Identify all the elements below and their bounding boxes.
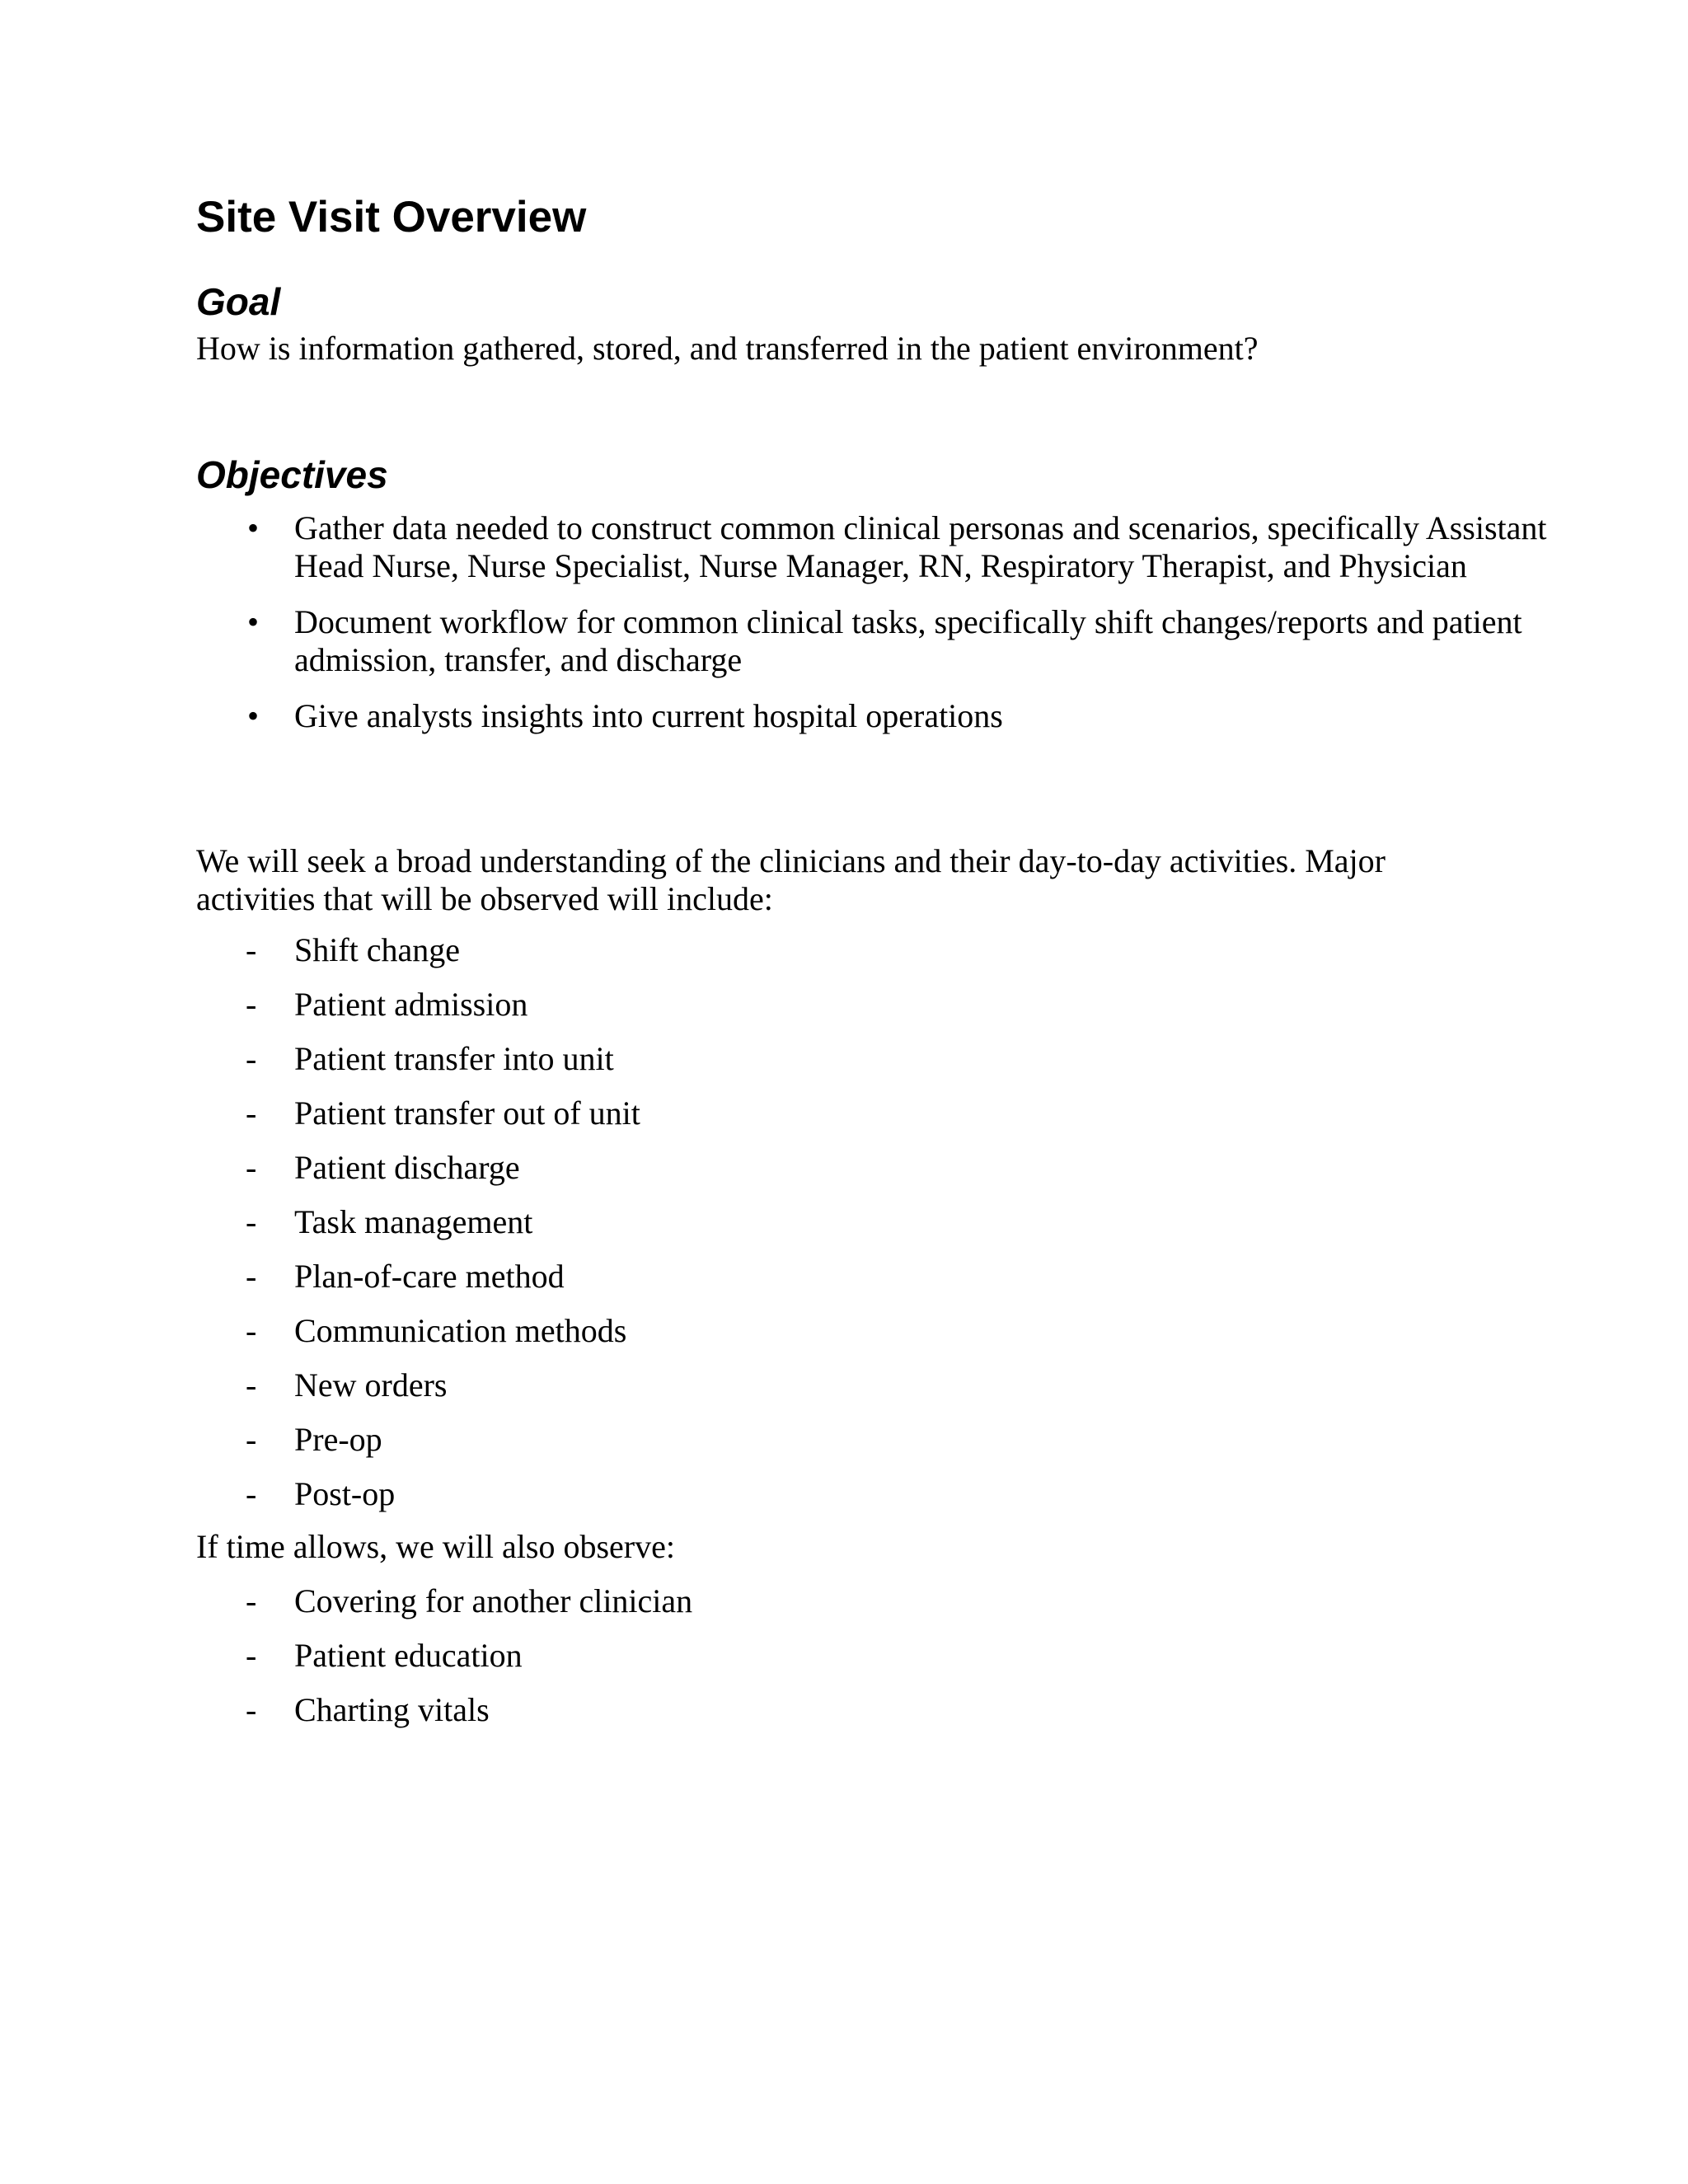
activity-text: Patient transfer out of unit: [294, 1094, 640, 1132]
bullet-icon: •: [247, 509, 260, 546]
goal-heading: Goal: [196, 280, 281, 323]
list-item: [196, 1582, 692, 1637]
optional-intro: If time allows, we will also observe:: [196, 1528, 675, 1565]
dash-marker: -: [246, 1582, 257, 1619]
list-item: [196, 931, 640, 986]
goal-text: How is information gathered, stored, and transferred in the patient environment?: [196, 330, 1259, 367]
optional-activities-list: [196, 1582, 692, 1746]
list-item: [196, 1094, 640, 1149]
understanding-paragraph: We will seek a broad understanding of the clinicians and their day-to-day activities. Major activities that will be observed will include:: [196, 842, 1386, 917]
dash-marker: -: [246, 1312, 257, 1349]
activity-text: Charting vitals: [294, 1691, 490, 1728]
list-item: [196, 1637, 692, 1691]
list-item: [196, 1421, 640, 1475]
list-item: [196, 1258, 640, 1312]
activity-text: Patient admission: [294, 986, 528, 1023]
dash-marker: -: [246, 1040, 257, 1077]
dash-marker: -: [246, 1149, 257, 1186]
dash-marker: -: [246, 931, 257, 968]
activity-text: Post-op: [294, 1475, 396, 1512]
objective-text: Give analysts insights into current hospital operations: [294, 697, 1003, 734]
objective-item: [196, 509, 1580, 585]
list-item: [196, 1366, 640, 1421]
objective-item: [196, 603, 1580, 679]
dash-marker: -: [246, 1421, 257, 1458]
activity-text: Plan-of-care method: [294, 1258, 565, 1295]
objective-text: Gather data needed to construct common clinical personas and scenarios, specifically Assistant Head Nurse, Nurse Specialist, Nurse Manager, RN, Respiratory Therapist, and Physician: [294, 509, 1547, 584]
bullet-icon: •: [247, 603, 260, 640]
objectives-list: [196, 509, 1580, 735]
dash-marker: -: [246, 1258, 257, 1295]
bullet-icon: •: [247, 697, 260, 734]
page-title: Site Visit Overview: [196, 193, 587, 241]
activity-text: Covering for another clinician: [294, 1582, 693, 1619]
dash-marker: -: [246, 1203, 257, 1240]
dash-marker: -: [246, 986, 257, 1023]
objectives-heading: Objectives: [196, 453, 388, 496]
activity-text: Pre-op: [294, 1421, 382, 1458]
major-activities-list: [196, 931, 640, 1530]
activity-text: Shift change: [294, 931, 461, 968]
objective-item: [196, 697, 1580, 735]
list-item: [196, 1040, 640, 1094]
list-item: [196, 1149, 640, 1203]
activity-text: Patient education: [294, 1637, 523, 1674]
activity-text: New orders: [294, 1366, 448, 1404]
objective-text: Document workflow for common clinical tasks, specifically shift changes/reports and patient admission, transfer, and discharge: [294, 603, 1522, 678]
activity-text: Patient transfer into unit: [294, 1040, 614, 1077]
dash-marker: -: [246, 1475, 257, 1512]
list-item: [196, 1691, 692, 1746]
list-item: [196, 1312, 640, 1366]
activity-text: Patient discharge: [294, 1149, 520, 1186]
dash-marker: -: [246, 1637, 257, 1674]
activity-text: Communication methods: [294, 1312, 627, 1349]
list-item: [196, 1203, 640, 1258]
dash-marker: -: [246, 1691, 257, 1728]
list-item: [196, 1475, 640, 1530]
dash-marker: -: [246, 1366, 257, 1404]
activity-text: Task management: [294, 1203, 533, 1240]
dash-marker: -: [246, 1094, 257, 1132]
list-item: [196, 986, 640, 1040]
